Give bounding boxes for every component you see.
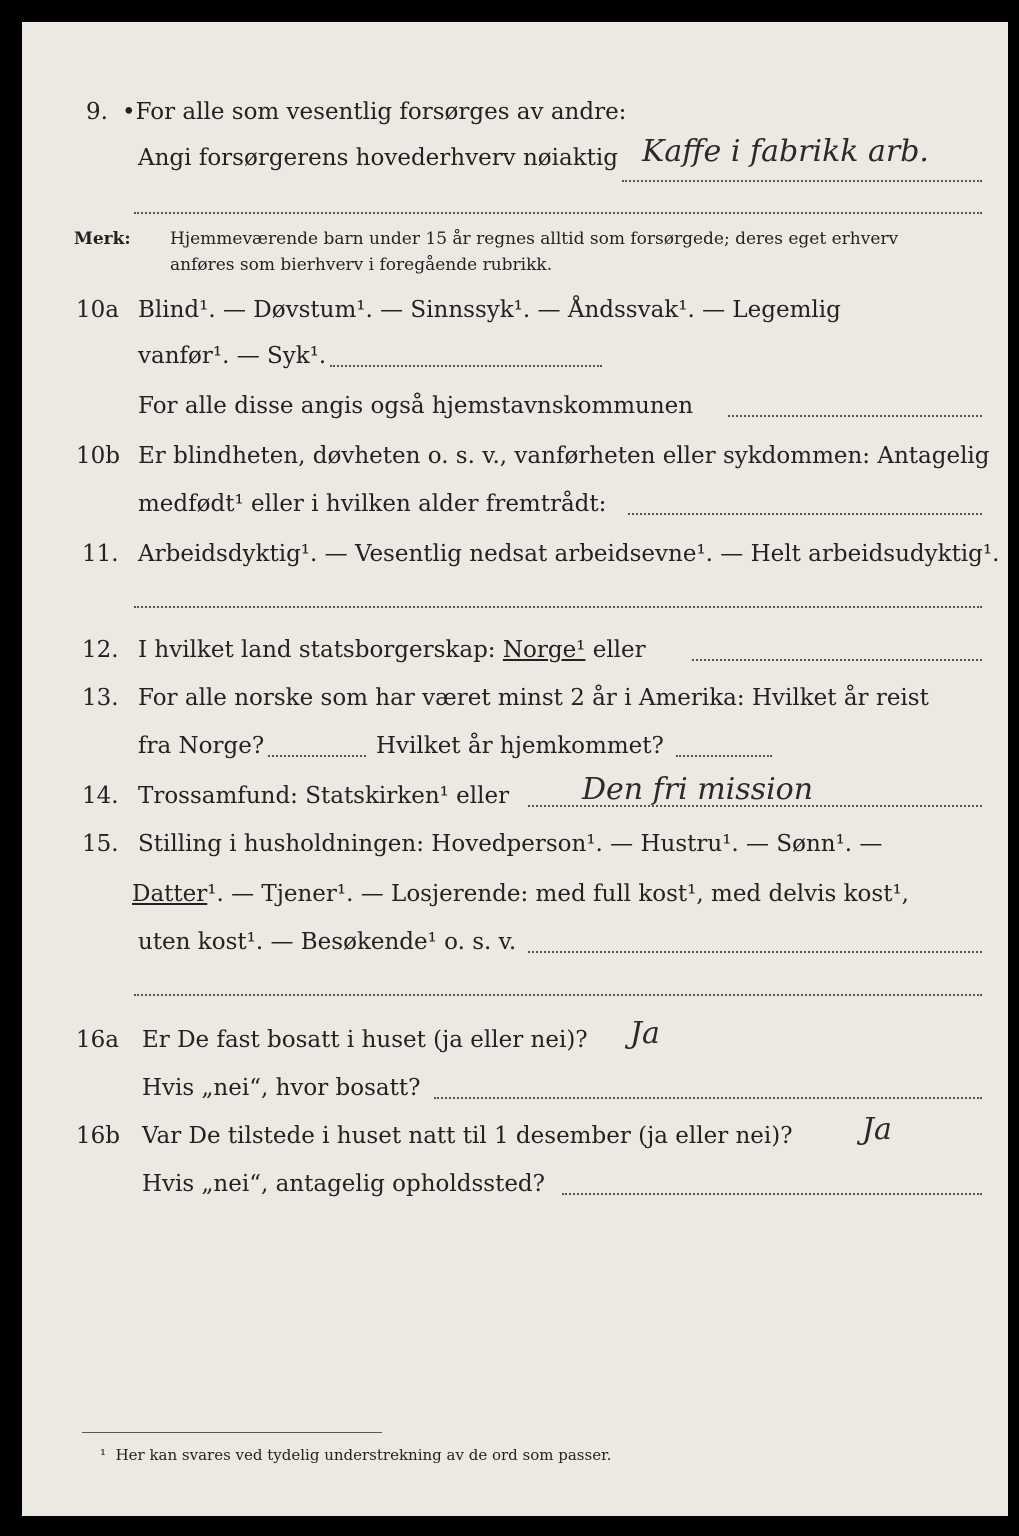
q11-dotline	[134, 606, 982, 608]
q9-handwritten-answer: Kaffe i fabrikk arb.	[642, 134, 929, 169]
q10a-line3: For alle disse angis også hjemstavnskommunen	[138, 393, 694, 419]
q13-line2b: Hvilket år hjemkommet?	[376, 733, 664, 759]
q13-line2a: fra Norge?	[138, 733, 265, 759]
merk-label: Merk:	[74, 229, 131, 249]
q9-line1: •For alle som vesentlig forsørges av andre:	[122, 99, 627, 125]
q11-line1: Arbeidsdyktig¹. — Vesentlig nedsat arbeidsevne¹. — Helt arbeidsudyktig¹.	[138, 541, 1000, 567]
q15-number: 15.	[82, 831, 119, 857]
census-form-page	[22, 22, 1008, 1516]
q12-prefix: I hvilket land statsborgerskap:	[138, 637, 496, 663]
q13-dotline-2	[676, 755, 772, 757]
footnote-rule	[82, 1432, 382, 1433]
q13-number: 13.	[82, 685, 119, 711]
q16b-handwritten-answer: Ja	[862, 1112, 892, 1147]
q13-line1: For alle norske som har været minst 2 år i Amerika: Hvilket år reist	[138, 685, 929, 711]
q14-handwritten-answer: Den fri mission	[582, 772, 814, 807]
footnote	[100, 1446, 611, 1464]
q10b-number: 10b	[76, 443, 120, 469]
q12-number: 12.	[82, 637, 119, 663]
q10a-dotline	[330, 365, 602, 367]
q10a-line2: vanfør¹. — Syk¹.	[138, 343, 327, 369]
q14-line1: Trossamfund: Statskirken¹ eller	[138, 783, 510, 809]
q11-number: 11.	[82, 541, 119, 567]
q9-answer-dotline-2	[134, 212, 982, 214]
q15-line3: uten kost¹. — Besøkende¹ o. s. v.	[138, 929, 517, 955]
q15-line2-rest: ¹. — Tjener¹. — Losjerende: med full kost¹, med delvis kost¹,	[207, 881, 909, 907]
q9-number: 9.	[86, 99, 108, 125]
q16a-line2: Hvis „nei“, hvor bosatt?	[142, 1075, 421, 1101]
q16b-number: 16b	[76, 1123, 120, 1149]
q10a-dotline-2	[728, 415, 982, 417]
merk-line2: anføres som bierhverv i foregående rubrikk.	[170, 255, 553, 275]
q16a-number: 16a	[76, 1027, 119, 1053]
q10b-dotline	[628, 513, 982, 515]
q16b-line2: Hvis „nei“, antagelig opholdssted?	[142, 1171, 545, 1197]
q15-line2	[132, 880, 909, 908]
q14-number: 14.	[82, 783, 119, 809]
q16b-line1: Var De tilstede i huset natt til 1 desember (ja eller nei)?	[142, 1123, 793, 1149]
merk-line1: Hjemmeværende barn under 15 år regnes alltid som forsørgede; deres eget erhverv	[170, 229, 899, 249]
q9-answer-dotline	[622, 180, 982, 182]
q16a-dotline	[434, 1097, 982, 1099]
q15-datter: Datter	[132, 881, 208, 907]
q16b-dotline	[562, 1193, 982, 1195]
q10a-number: 10a	[76, 297, 119, 323]
q9-line2: Angi forsørgerens hovederhverv nøiaktig	[138, 145, 618, 171]
q12-line	[138, 636, 646, 664]
q10b-line2: medfødt¹ eller i hvilken alder fremtrådt:	[138, 491, 607, 517]
q16a-line1: Er De fast bosatt i huset (ja eller nei)?	[142, 1027, 588, 1053]
footnote-mark: ¹	[100, 1446, 107, 1464]
q13-dotline-1	[268, 755, 366, 757]
q10a-line1: Blind¹. — Døvstum¹. — Sinnssyk¹. — Åndssvak¹. — Legemlig	[138, 297, 841, 323]
q12-norge: Norge¹	[502, 637, 586, 663]
q16a-handwritten-answer: Ja	[630, 1016, 660, 1051]
q10b-line1: Er blindheten, døvheten o. s. v., vanførheten eller sykdommen: Antagelig	[138, 443, 990, 469]
q15-dotline	[528, 951, 982, 953]
q15-dotline-2	[134, 994, 982, 996]
q15-line1: Stilling i husholdningen: Hovedperson¹. — Hustru¹. — Sønn¹. —	[138, 831, 883, 857]
footnote-text: Her kan svares ved tydelig understrekning av de ord som passer.	[115, 1446, 612, 1464]
q12-dotline	[692, 659, 982, 661]
q12-suffix: eller	[592, 637, 646, 663]
